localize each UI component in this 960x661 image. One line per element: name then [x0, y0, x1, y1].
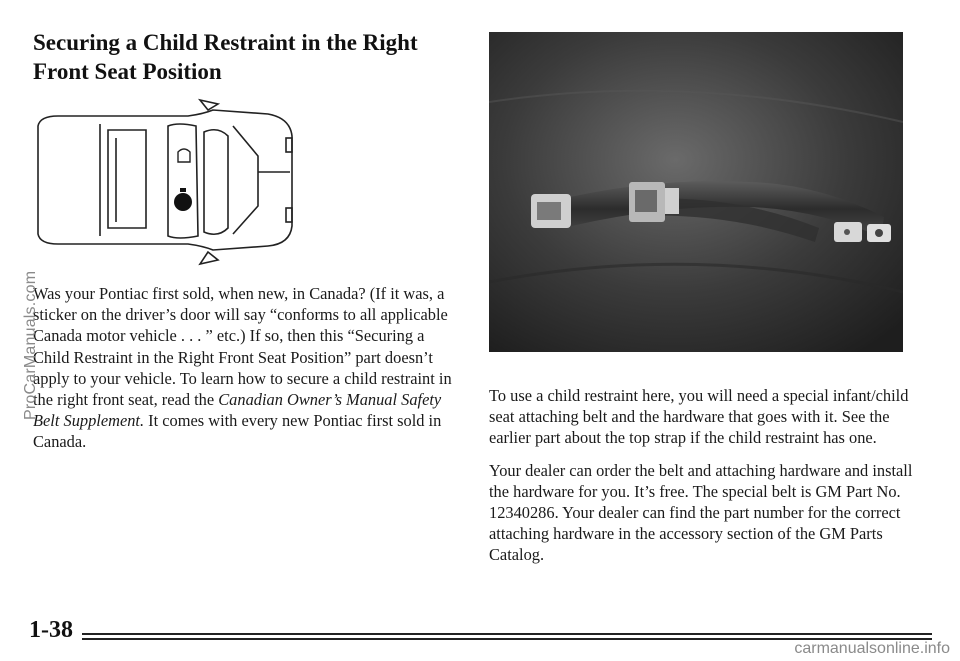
front-seat-outline — [168, 124, 198, 238]
canada-note-paragraph — [33, 283, 458, 453]
section-heading — [33, 28, 453, 86]
canada-note-text-end: It comes with every new Pontiac first sold in Canada. — [33, 411, 442, 452]
instructions-section — [489, 385, 919, 577]
heading-line-1: Securing a Child Restraint in the Right — [33, 30, 418, 55]
instruction-paragraph-2: Your dealer can order the belt and attaching hardware and install the hardware for you. It’s free. The special belt is GM Part No. 12340286. Your dealer can find the part number for the correct attaching hardware in the accessory section of the GM Parts Catalog. — [489, 460, 913, 565]
page-number: 1-38 — [29, 617, 79, 644]
instruction-paragraph-1: To use a child restraint here, you will need a special infant/child seat attaching belt and the hardware that goes with it. See the earlier part about the top strap if the child restraint has one. — [489, 386, 909, 448]
child-restraint-marker — [174, 193, 192, 211]
supplement-title: Canadian Owner’s Manual Safety Belt Supplement. — [33, 390, 442, 431]
watermark-bottom: carmanualsonline.info — [794, 640, 950, 657]
footer-rule-top — [82, 633, 932, 635]
heading-line-2: Front Seat Position — [33, 59, 222, 84]
canada-note-text: Was your Pontiac first sold, when new, in Canada? (If it was, a sticker on the driver’s door will say “conforms to all applicable Canada motor vehicle . . . ” etc.) If so, then this “Securing a Child Restraint in the Right Front Seat Position” part doesn’t apply to your vehicle. To learn how to secure a child restraint in the right front seat, read the — [33, 284, 452, 410]
watermark-vertical: ProCarManuals.com — [22, 270, 39, 420]
belt-photo-illustration — [489, 32, 903, 352]
car-body-outline — [38, 110, 292, 250]
attaching-belt-photo — [489, 32, 903, 352]
vehicle-seat-diagram — [28, 96, 308, 276]
left-buckle — [531, 194, 571, 228]
